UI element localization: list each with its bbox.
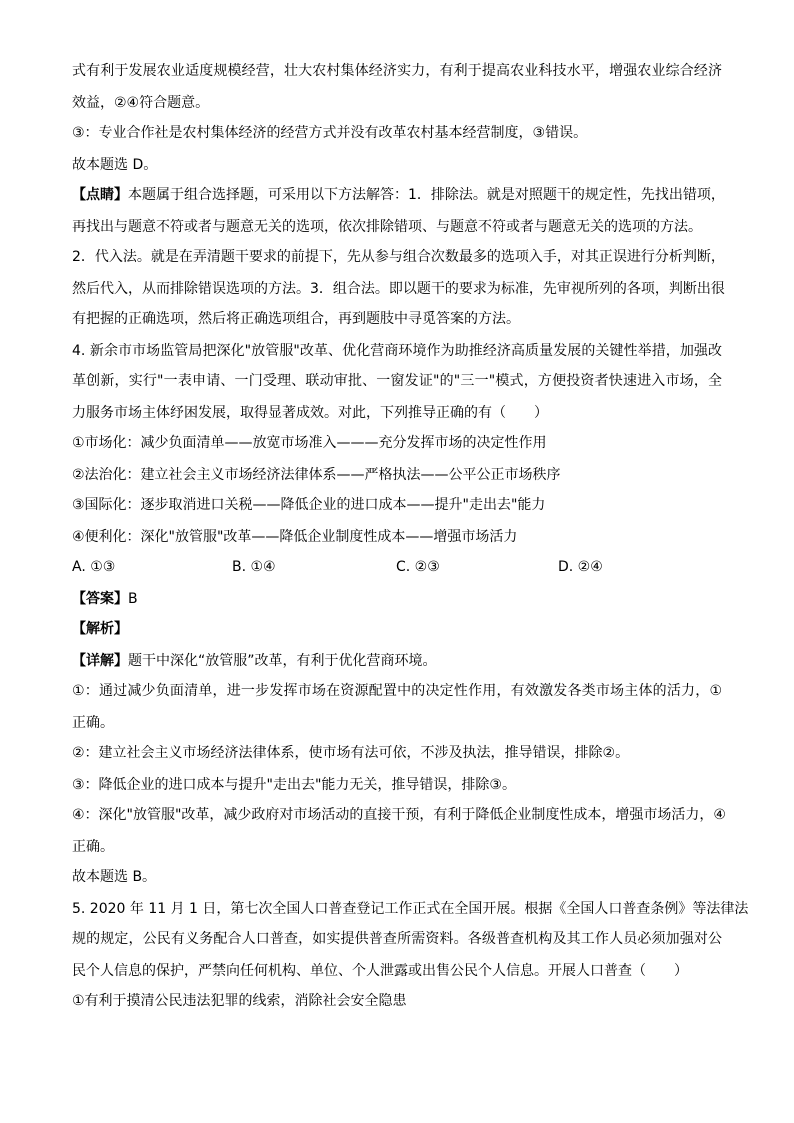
- text-line: ①有利于摸清公民违法犯罪的线索，消除社会安全隐患: [72, 993, 407, 1009]
- text-line: 民个人信息的保护，严禁向任何机构、单位、个人泄露或出售公民个人信息。开展人口普查（ ）: [72, 963, 688, 979]
- question-5-stem: 5. 2020 年 11 月 1 日，第七次全国人口普查登记工作正式在全国开展。根据《全国人口普查条例》等法律法: [72, 901, 749, 917]
- text-line: 然后代入，从而排除错误选项的方法。3．组合法。即以题干的要求为标准，先审视所列的各项，判断出很: [72, 281, 725, 297]
- text-line: ②：建立社会主义市场经济法律体系，使市场有法可依，不涉及执法，推导错误，排除②。: [72, 745, 630, 761]
- text-line: 再找出与题意不符或者与题意无关的选项，依次排除错项、与题意不符或者与题意无关的选项的方法。: [72, 219, 702, 235]
- text-line: 式有利于发展农业适度规模经营，壮大农村集体经济实力，有利于提高农业科技水平，增强农业综合经济: [72, 63, 722, 79]
- detail-line: 【详解】题干中深化“放管服”改革，有利于优化营商环境。: [72, 653, 437, 669]
- text-line: ①：通过减少负面清单，进一步发挥市场在资源配置中的决定性作用，有效激发各类市场主体的活力，①: [72, 683, 722, 699]
- option-d: D. ②④: [558, 559, 603, 575]
- text-line: 2．代入法。就是在弄清题干要求的前提下，先从参与组合次数最多的选项入手，对其正误进行分析判断，: [72, 249, 725, 265]
- analysis-label: 【解析】: [72, 621, 128, 637]
- text-line: 有把握的正确选项，然后将正确选项组合，再到题肢中寻觅答案的方法。: [72, 311, 520, 327]
- text-line: 正确。: [72, 839, 114, 855]
- text-line: 规的规定，公民有义务配合人口普查，如实提供普查所需资料。各级普查机构及其工作人员必须加强对公: [72, 931, 722, 947]
- text-line: 正确。: [72, 715, 114, 731]
- option-b: B. ①④: [232, 559, 276, 575]
- statement-4: ④便利化：深化"放管服"改革——降低企业制度性成本——增强市场活力: [72, 529, 518, 545]
- statement-3: ③国际化：逐步取消进口关税——降低企业的进口成本——提升"走出去"能力: [72, 497, 546, 513]
- text-line: 故本题选 B。: [72, 869, 157, 885]
- answer-label: 【答案】B: [72, 591, 138, 607]
- text-line: 革创新，实行"一表申请、一门受理、联动审批、一窗发证"的"三一"模式，方便投资者快速进入市场，全: [72, 373, 722, 389]
- text-line: ③：降低企业的进口成本与提升"走出去"能力无关，推导错误，排除③。: [72, 777, 516, 793]
- text-line: ③：专业合作社是农村集体经济的经营方式并没有改革农村基本经营制度，③错误。: [72, 125, 588, 141]
- text-line: ④：深化"放管服"改革，减少政府对市场活动的直接干预，有利于降低企业制度性成本，增强市场活力，④: [72, 807, 726, 823]
- option-c: C. ②③: [396, 559, 440, 575]
- statement-1: ①市场化：减少负面清单——放宽市场准入———充分发挥市场的决定性作用: [72, 435, 547, 451]
- text-line: 【点睛】本题属于组合选择题，可采用以下方法解答：1．排除法。就是对照题干的规定性，先找出错项，: [72, 187, 725, 203]
- text-line: 效益，②④符合题意。: [72, 95, 210, 111]
- text-line: 力服务市场主体纾困发展，取得显著成效。对此，下列推导正确的有（ ）: [72, 405, 548, 421]
- statement-2: ②法治化：建立社会主义市场经济法律体系——严格执法——公平公正市场秩序: [72, 467, 561, 483]
- option-a: A. ①③: [72, 559, 116, 575]
- question-4-stem: 4. 新余市市场监管局把深化"放管服"改革、优化营商环境作为助推经济高质量发展的关键性举措，加强改: [72, 343, 722, 359]
- text-line: 故本题选 D。: [72, 157, 158, 173]
